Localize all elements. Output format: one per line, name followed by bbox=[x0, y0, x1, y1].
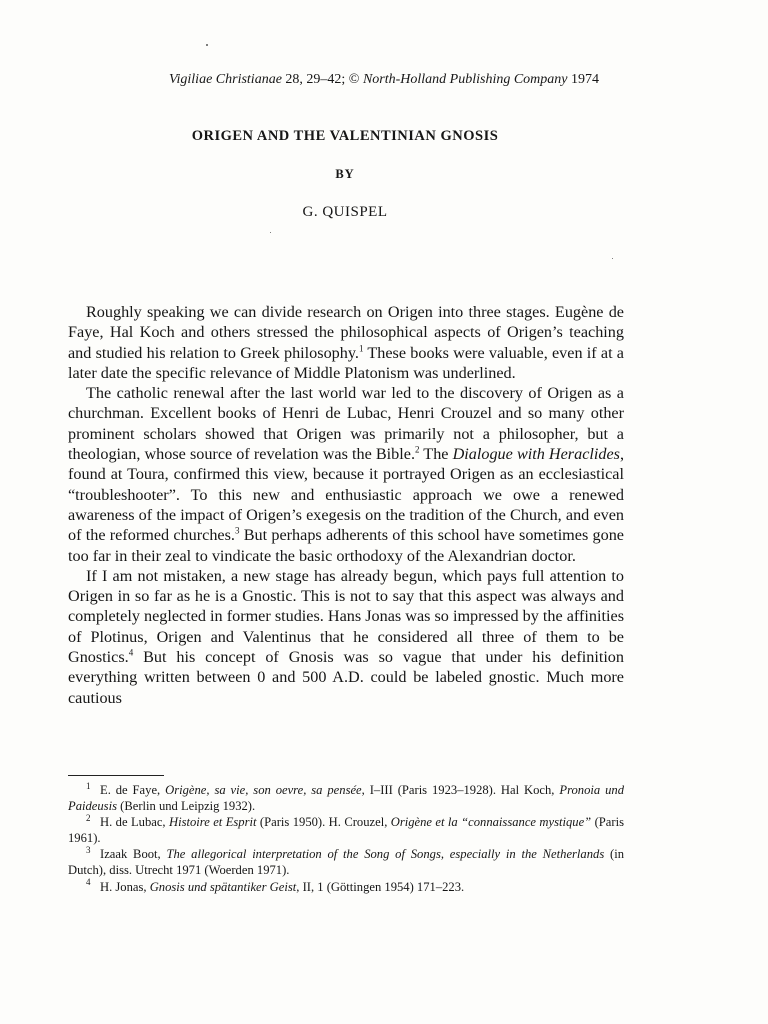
footnote-divider bbox=[68, 775, 164, 776]
paragraph-text: But perhaps adherents of this school have sometimes gone too far in their zeal to vindicate the basic orthodoxy of the Alexandrian doctor. bbox=[68, 526, 624, 565]
footnote-ref[interactable]: 3 bbox=[234, 525, 240, 536]
scan-speck bbox=[612, 258, 613, 259]
publication-year: 1974 bbox=[567, 72, 599, 87]
footnote-work-title: Pronoia und Paideusis bbox=[68, 783, 624, 814]
paragraph-2 bbox=[68, 383, 624, 566]
paragraph-text: These books were valuable, even if at a later date the specific relevance of Middle Platonism was underlined. bbox=[68, 343, 624, 382]
paragraph-text: Roughly speaking we can divide research on Origen into three stages. Eugène de Faye, Hal Koch and others stressed the philosophical aspects of Origen’s teaching and studied his relation to Greek philosophy. bbox=[68, 303, 624, 362]
paragraph-1 bbox=[68, 302, 624, 383]
paragraph-text: But his concept of Gnosis was so vague that under his definition everything written between 0 and 500 A.D. could be labeled gnostic. Much more cautious bbox=[68, 648, 624, 707]
paragraph-text: The catholic renewal after the last world war led to the discovery of Origen as a churchman. Excellent books of Henri de Lubac, Henri Crouzel and so many other prominent scholars showed that Origen was primarily not a philosopher, but a theologian, whose source of revelation was the Bible. bbox=[68, 384, 624, 464]
scan-speck bbox=[270, 232, 271, 233]
journal-citation: 28, 29–42; © bbox=[281, 72, 363, 87]
article-author: G. QUISPEL bbox=[302, 204, 388, 220]
publisher-name: North-Holland Publishing Company bbox=[362, 72, 568, 87]
article-body bbox=[68, 302, 624, 708]
footnote-text: (Paris 1961). bbox=[68, 815, 624, 846]
footnote-text: , I–III (Paris 1923–1928). Hal Koch, bbox=[361, 783, 560, 797]
footnotes bbox=[68, 782, 624, 895]
footnote-work-title: The allegorical interpretation of the Song of Songs, especially in the Netherlands bbox=[166, 847, 605, 862]
footnote-work-title: Gnosis und spätantiker Geist bbox=[149, 879, 297, 894]
footnote-text: H. Jonas, bbox=[100, 879, 150, 894]
footnote-text: E. de Faye, bbox=[100, 783, 166, 797]
footnote-text: Izaak Boot, bbox=[100, 847, 167, 862]
paragraph-text: , found at Toura, confirmed this view, because it portrayed Origen as an ecclesiastical “troubleshooter”. To this new and enthusiastic approach we owe a renewed awareness of the impact of Origen’s exegesis on the tradition of the Church, and even of the reformed churches. bbox=[68, 445, 625, 545]
footnote-text: , II, 1 (Göttingen 1954) 171–223. bbox=[296, 879, 465, 894]
footnote-text: (Paris 1950). H. Crouzel, bbox=[256, 815, 391, 830]
footnote-ref[interactable]: 4 bbox=[128, 647, 134, 658]
footnote-work-title: Origène, sa vie, son oevre, sa pensée bbox=[165, 783, 362, 797]
journal-name: Vigiliae Christianae bbox=[169, 72, 282, 87]
paragraph-text: If I am not mistaken, a new stage has already begun, which pays full attention to Origen in so far as he is a Gnostic. This is not to say that this aspect was always and completely neglected in former studies. Hans Jonas was so impressed by the affinities of Plotinus, Origen and Valentinus that he considered all three of them to be Gnostics. bbox=[68, 566, 624, 667]
footnote-ref[interactable]: 2 bbox=[415, 444, 420, 455]
paragraph-text: The bbox=[419, 445, 453, 464]
footnote-2: 2 H. de Lubac, Histoire et Esprit (Paris 1950). H. Crouzel, Origène et la “connaissance mystique” (Paris 1961). bbox=[68, 813, 624, 846]
footnote-1: 1 E. de Faye, Origène, sa vie, son oevre, sa pensée, I–III (Paris 1923–1928). Hal Koch, Pronoia und Paideusis (Berlin und Leipzig 1932). bbox=[68, 780, 624, 814]
article-title: ORIGEN AND THE VALENTINIAN GNOSIS bbox=[191, 128, 499, 144]
work-title: Dialogue with Heraclides bbox=[452, 445, 620, 464]
journal-header bbox=[0, 72, 768, 88]
footnote-work-title: Histoire et Esprit bbox=[168, 815, 257, 830]
scan-speck bbox=[206, 44, 208, 46]
footnote-text: (Berlin und Leipzig 1932). bbox=[116, 799, 256, 814]
paragraph-3 bbox=[68, 566, 624, 708]
footnote-ref[interactable]: 1 bbox=[358, 343, 364, 354]
footnote-work-title: Origène et la “connaissance mystique” bbox=[390, 815, 592, 830]
footnote-text: H. de Lubac, bbox=[100, 815, 169, 830]
footnote-text: (in Dutch), diss. Utrecht 1971 (Woerden 1971). bbox=[68, 847, 625, 878]
footnote-4: 4 H. Jonas, Gnosis und spätantiker Geist, II, 1 (Göttingen 1954) 171–223. bbox=[86, 877, 465, 894]
byline-label: BY bbox=[335, 167, 355, 181]
footnote-3: 3 Izaak Boot, The allegorical interpretation of the Song of Songs, especially in the Netherlands (in Dutch), diss. Utrecht 1971 (Woerden 1971). bbox=[68, 845, 625, 878]
